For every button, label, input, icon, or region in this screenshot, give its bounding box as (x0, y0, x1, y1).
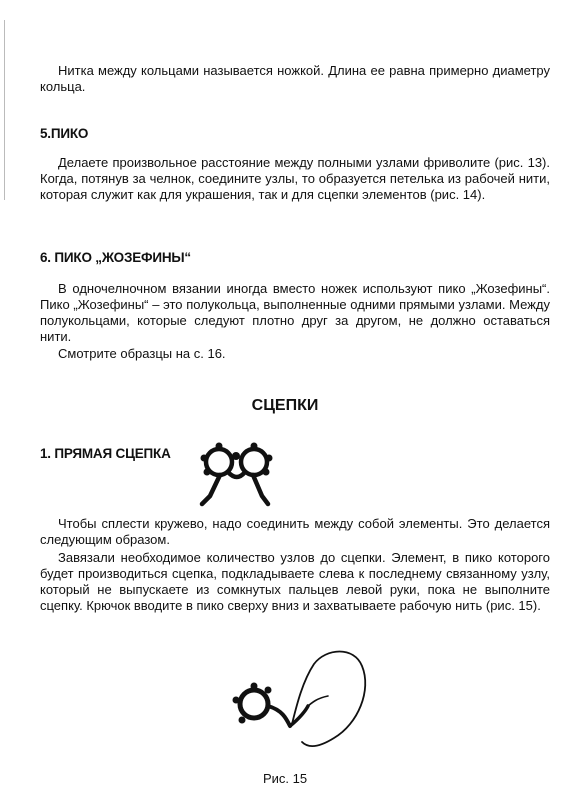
section-1-paragraph-2: Завязали необходимое количество узлов до сцепки. Элемент, в пико которого будет производиться сцепка, подкладываете слева к последнему связанному узлу, который не выпускаете из сомкнутых пальцев левой руки, пока не выполните сцепку. Крючок вводите в пико сверху вниз и захватываете рабочую нить (рис. 15). (40, 550, 550, 613)
section-5-paragraph: Делаете произвольное расстояние между полными узлами фриволите (рис. 13). Когда, потянув за челнок, соедините узлы, то образуется петелька из рабочей нити, которая служит как для украшения, так и для сцепки элементов (рис. 14). (40, 155, 550, 202)
scan-edge-mark (4, 20, 5, 200)
section-6-paragraph: В одночелночном вязании иногда вместо ножек используют пико „Жозефины“. Пико „Жозефины“ – это полукольца, выполненные одними прямыми узлами. Между полукольцами, которые следуют плотно друг за другом, не должно оставаться нити. (40, 281, 550, 344)
figure-15-illustration (222, 648, 382, 766)
section-1-heading: 1. ПРЯМАЯ СЦЕПКА (40, 446, 171, 461)
section-1-paragraph-1: Чтобы сплести кружево, надо соединить между собой элементы. Это делается следующим образом. (40, 516, 550, 547)
section-6-heading: 6. ПИКО „ЖОЗЕФИНЫ“ (40, 250, 191, 265)
chapter-title: СЦЕПКИ (251, 397, 319, 414)
section-6-see-also: Смотрите образцы на с. 16. (58, 346, 226, 361)
figure-15-caption: Рис. 15 (262, 771, 308, 786)
tatting-join-illustration (192, 432, 282, 510)
section-5-heading: 5.ПИКО (40, 126, 89, 141)
intro-paragraph: Нитка между кольцами называется ножкой. Длина ее равна примерно диаметру кольца. (40, 63, 550, 94)
